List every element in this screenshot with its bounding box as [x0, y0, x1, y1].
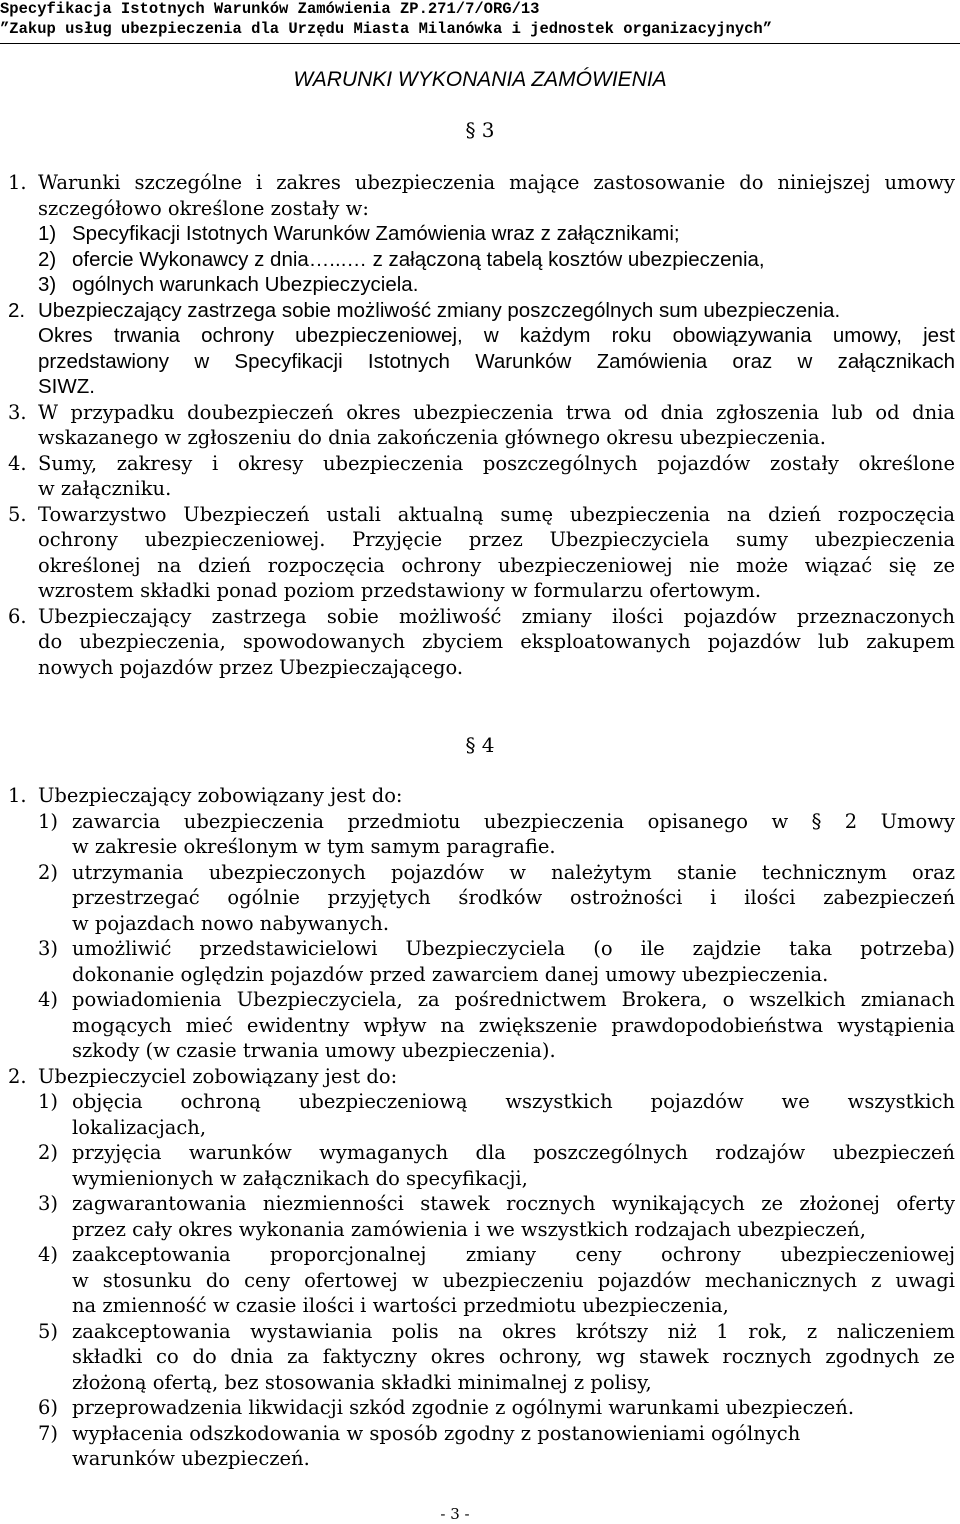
- text-line: [0, 221, 960, 247]
- section-heading: § 3: [465, 118, 495, 142]
- point-text: nowych pojazdów przez Ubezpieczającego.: [38, 655, 464, 679]
- subpoint-text: wymienionych w załącznikach do specyfikacji,: [72, 1166, 528, 1190]
- subpoint-text: ofercie Wykonawcy z dnia…...… z załączoną tabelą kosztów ubezpieczenia,: [72, 247, 765, 271]
- text-line: [0, 629, 960, 655]
- text-line: [0, 476, 960, 502]
- subpoint-text: zagwarantowania niezmienności stawek rocznych wynikających ze złożonej oferty: [72, 1192, 955, 1216]
- point-1-item-2: [0, 860, 960, 937]
- text-line: [0, 170, 960, 196]
- text-line: [0, 1344, 960, 1370]
- point-text: Sumy, zakresy i okresy ubezpieczenia poszczególnych pojazdów zostały określone: [38, 451, 955, 475]
- page-number: - 3 -: [440, 1505, 470, 1523]
- point-1: [0, 783, 960, 1064]
- point-text: wskazanego w zgłoszeniu do dnia zakończenia głównego okresu ubezpieczenia.: [38, 426, 826, 450]
- text-line: [0, 1089, 960, 1115]
- point-text: do ubezpieczenia, spowodowanych zbyciem eksploatowanych pojazdów lub zakupem: [38, 630, 955, 654]
- text-line: [0, 451, 960, 477]
- point-number: 1.: [8, 784, 27, 808]
- text-line: [0, 1064, 960, 1090]
- subpoint-text: zawarcia ubezpieczenia przedmiotu ubezpieczenia opisanego w § 2 Umowy: [72, 809, 955, 833]
- point-number: 2.: [8, 1064, 27, 1088]
- subpoint-number: 3): [38, 273, 57, 297]
- point-1-item-1: [0, 221, 960, 247]
- text-line: [0, 374, 960, 400]
- subpoint-text: umożliwić przedstawicielowi Ubezpieczyciela (o ile zajdzie taka potrzeba): [72, 937, 955, 961]
- text-line: [0, 1319, 960, 1345]
- point-1-item-4: [0, 987, 960, 1064]
- subpoint-text: zaakceptowania wystawiania polis na okres krótszy niż 1 rok, z naliczeniem: [72, 1319, 955, 1343]
- point-5: [0, 502, 960, 604]
- point-1: [0, 170, 960, 298]
- point-1-item-2: [0, 247, 960, 273]
- subpoint-number: 2): [38, 860, 59, 884]
- subpoint-number: 4): [38, 1243, 59, 1267]
- section-body: [0, 170, 960, 680]
- point-text: przedstawiony w Specyfikacji Istotnych Warunków Zamówienia oraz w załącznikach: [38, 349, 955, 373]
- point-number: 2.: [8, 298, 26, 322]
- subpoint-number: 5): [38, 1319, 59, 1343]
- subpoint-text: zaakceptowania proporcjonalnej zmiany ceny ochrony ubezpieczeniowej: [72, 1243, 955, 1267]
- subpoint-number: 1): [38, 222, 57, 246]
- text-line: [0, 834, 960, 860]
- point-2-item-5: [0, 1319, 960, 1396]
- text-line: [0, 1293, 960, 1319]
- header-contract-name: ”Zakup usług ubezpieczenia dla Urzędu Miasta Milanówka i jednostek organizacyjnych”: [0, 20, 773, 38]
- subpoint-text: szkody (w czasie trwania umowy ubezpieczenia).: [72, 1039, 556, 1063]
- subpoint-number: 2): [38, 1141, 59, 1165]
- text-line: [0, 655, 960, 681]
- text-line: [0, 1115, 960, 1141]
- text-line: [0, 272, 960, 298]
- section-body: [0, 783, 960, 1472]
- page-title: WARUNKI WYKONANIA ZAMÓWIENIA: [293, 68, 667, 91]
- text-line: [0, 247, 960, 273]
- subpoint-text: dokonanie oględzin pojazdów przed zawarciem danej umowy ubezpieczenia.: [72, 962, 829, 986]
- text-line: [0, 1038, 960, 1064]
- point-text: Ubezpieczający zastrzega sobie możliwość zmiany poszczególnych sum ubezpieczenia.: [38, 298, 841, 322]
- subpoint-text: powiadomienia Ubezpieczyciela, za pośrednictwem Brokera, o wszelkich zmianach: [72, 988, 955, 1012]
- subpoint-text: objęcia ochroną ubezpieczeniową wszystkich pojazdów we wszystkich: [72, 1090, 955, 1114]
- text-line: [0, 298, 960, 324]
- subpoint-text: mogących mieć ewidentny wpływ na zwiększenie prawdopodobieństwa wystąpienia: [72, 1013, 955, 1037]
- point-text: Warunki szczególne i zakres ubezpieczenia mające zastosowanie do niniejszej umowy: [38, 171, 955, 195]
- point-3: [0, 400, 960, 451]
- point-text: Ubezpieczający zobowiązany jest do:: [38, 784, 403, 808]
- point-2-item-6: [0, 1395, 960, 1421]
- text-line: [0, 553, 960, 579]
- point-text: SIWZ.: [38, 375, 95, 399]
- point-text: szczegółowo określone zostały w:: [38, 196, 369, 220]
- point-4: [0, 451, 960, 502]
- subpoint-text: na zmienność w czasie ilości i wartości przedmiotu ubezpieczenia,: [72, 1294, 729, 1318]
- subpoint-text: przez cały okres wykonania zamówienia i we wszystkich rodzajach ubezpieczeń,: [72, 1217, 866, 1241]
- point-text: Ubezpieczyciel zobowiązany jest do:: [38, 1064, 398, 1088]
- point-text: ochrony ubezpieczeniowej. Przyjęcie przez Ubezpieczyciela sumy ubezpieczenia: [38, 528, 955, 552]
- subpoint-text: ogólnych warunkach Ubezpieczyciela.: [72, 273, 419, 297]
- point-number: 5.: [8, 502, 27, 526]
- subpoint-text: w pojazdach nowo nabywanych.: [72, 911, 390, 935]
- subpoint-number: 1): [38, 809, 59, 833]
- point-number: 1.: [8, 171, 27, 195]
- text-line: [0, 783, 960, 809]
- text-line: [0, 1013, 960, 1039]
- subpoint-text: w stosunku do ceny ofertowej w ubezpieczeniu pojazdów mechanicznych z uwagi: [72, 1268, 955, 1292]
- text-line: [0, 323, 960, 349]
- text-line: [0, 1370, 960, 1396]
- point-6: [0, 604, 960, 681]
- text-line: [0, 400, 960, 426]
- subpoint-number: 2): [38, 247, 57, 271]
- point-text: Towarzystwo Ubezpieczeń ustali aktualną sumę ubezpieczenia na dzień rozpoczęcia: [38, 502, 955, 526]
- subpoint-text: złożoną ofertą, bez stosowania składki minimalnej z polisy,: [72, 1370, 652, 1394]
- point-number: 3.: [8, 400, 27, 424]
- point-2: [0, 298, 960, 400]
- text-line: [0, 911, 960, 937]
- text-line: [0, 809, 960, 835]
- subpoint-text: utrzymania ubezpieczonych pojazdów w należytym stanie technicznym oraz: [72, 860, 955, 884]
- point-number: 4.: [8, 451, 27, 475]
- text-line: [0, 1140, 960, 1166]
- point-2-item-2: [0, 1140, 960, 1191]
- text-line: [0, 1268, 960, 1294]
- subpoint-text: wypłacenia odszkodowania w sposób zgodny z postanowieniami ogólnych: [72, 1421, 801, 1445]
- text-line: [0, 578, 960, 604]
- subpoint-text: przestrzegać ogólnie przyjętych środków ostrożności i ilości zabezpieczeń: [72, 886, 955, 910]
- text-line: [0, 1217, 960, 1243]
- subpoint-text: lokalizacjach,: [72, 1115, 207, 1139]
- point-text: w załączniku.: [38, 477, 172, 501]
- point-1-item-3: [0, 936, 960, 987]
- point-text: określonej na dzień rozpoczęcia ochrony ubezpieczeniowej nie może wiązać się ze: [38, 553, 955, 577]
- text-line: [0, 962, 960, 988]
- section-heading: § 4: [465, 733, 495, 757]
- subpoint-text: w zakresie określonym w tym samym paragrafie.: [72, 835, 556, 859]
- subpoint-number: 3): [38, 1192, 59, 1216]
- text-line: [0, 936, 960, 962]
- subpoint-text: przeprowadzenia likwidacji szkód zgodnie z ogólnymi warunkami ubezpieczeń.: [72, 1396, 855, 1420]
- point-2-item-7: [0, 1421, 960, 1472]
- subpoint-text: warunków ubezpieczeń.: [72, 1447, 310, 1471]
- point-1-item-1: [0, 809, 960, 860]
- point-text: Ubezpieczający zastrzega sobie możliwość zmiany ilości pojazdów przeznaczonych: [38, 604, 955, 628]
- subpoint-number: 3): [38, 937, 59, 961]
- text-line: [0, 1166, 960, 1192]
- point-1-item-3: [0, 272, 960, 298]
- subpoint-text: Specyfikacji Istotnych Warunków Zamówienia wraz z załącznikami;: [72, 222, 680, 246]
- header-specification-title: Specyfikacja Istotnych Warunków Zamówienia ZP.271/7/ORG/13: [0, 0, 540, 18]
- point-number: 6.: [8, 604, 27, 628]
- document-header: [0, 0, 960, 44]
- point-text: W przypadku doubezpieczeń okres ubezpieczenia trwa od dnia zgłoszenia lub od dnia: [38, 400, 955, 424]
- text-line: [0, 196, 960, 222]
- text-line: [0, 527, 960, 553]
- text-line: [0, 885, 960, 911]
- text-line: [0, 604, 960, 630]
- point-text: wzrostem składki ponad poziom przedstawiony w formularzu ofertowym.: [38, 579, 762, 603]
- subpoint-text: składki co do dnia za faktyczny okres ochrony, wg stawek rocznych zgodnych ze: [72, 1345, 955, 1369]
- text-line: [0, 1191, 960, 1217]
- subpoint-number: 7): [38, 1421, 59, 1445]
- text-line: [0, 502, 960, 528]
- subpoint-number: 1): [38, 1090, 59, 1114]
- point-2: [0, 1064, 960, 1472]
- subpoint-text: przyjęcia warunków wymaganych dla poszczególnych rodzajów ubezpieczeń: [72, 1141, 955, 1165]
- text-line: [0, 987, 960, 1013]
- subpoint-number: 4): [38, 988, 59, 1012]
- point-2-item-4: [0, 1242, 960, 1319]
- text-line: [0, 425, 960, 451]
- point-2-item-3: [0, 1191, 960, 1242]
- text-line: [0, 1242, 960, 1268]
- text-line: [0, 1395, 960, 1421]
- text-line: [0, 860, 960, 886]
- text-line: [0, 1421, 960, 1447]
- point-text: Okres trwania ochrony ubezpieczeniowej, w każdym roku obowiązywania umowy, jest: [38, 324, 955, 348]
- point-2-item-1: [0, 1089, 960, 1140]
- text-line: [0, 349, 960, 375]
- text-line: [0, 1446, 960, 1472]
- subpoint-number: 6): [38, 1396, 59, 1420]
